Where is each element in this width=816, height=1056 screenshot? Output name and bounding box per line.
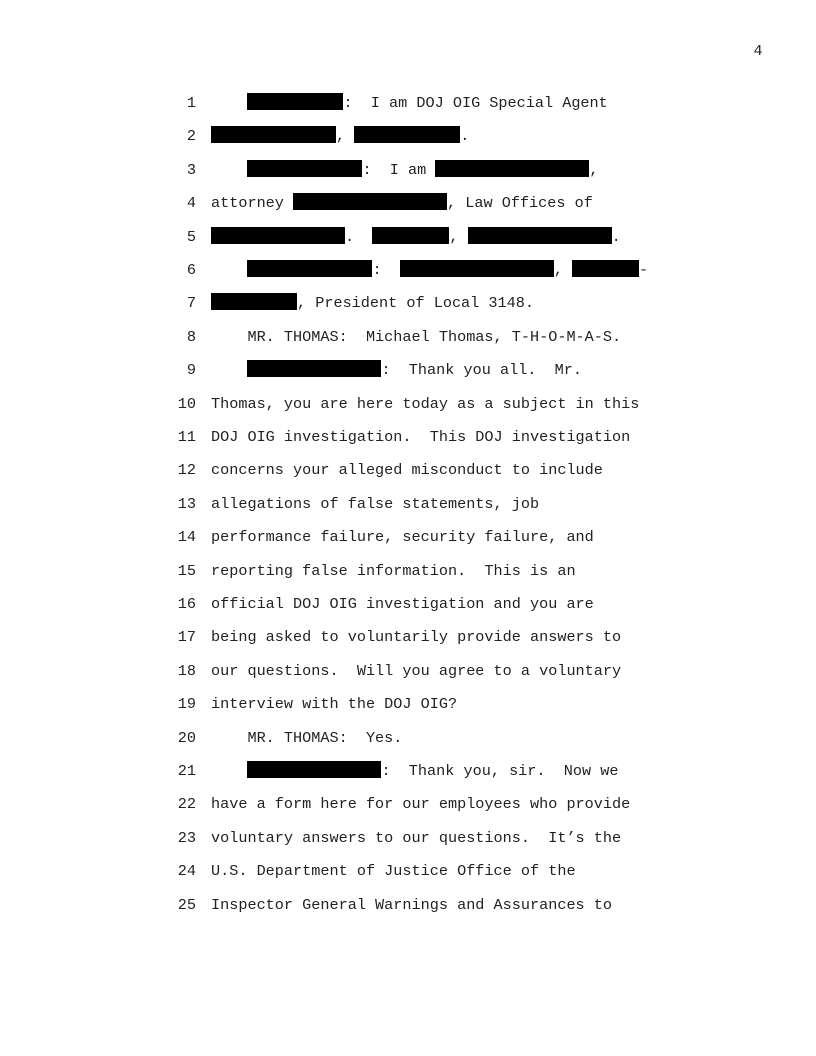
transcript-line: [0, 426, 816, 448]
line-number: 15: [177, 561, 196, 580]
line-text: [211, 626, 621, 648]
redaction-box: [211, 126, 336, 143]
redaction-box: [372, 227, 449, 244]
line-text-segment: : Thank you, sir. Now we: [381, 762, 619, 780]
line-text-segment: have a form here for our employees who provide: [211, 795, 631, 814]
transcript-line: [0, 660, 816, 682]
line-text-segment: , President of Local 3148.: [297, 294, 534, 313]
transcript-line: [0, 860, 816, 882]
line-text-segment: ,: [449, 227, 468, 246]
transcript-line: [0, 92, 816, 114]
line-text-segment: reporting false information. This is an: [211, 561, 576, 580]
line-text: [211, 259, 648, 281]
line-text: [211, 560, 576, 582]
line-text-segment: .: [460, 127, 470, 146]
transcript-line: [0, 560, 816, 582]
line-text: [211, 860, 576, 882]
line-text-segment: concerns your alleged misconduct to include: [211, 461, 603, 480]
line-text-segment: [211, 161, 247, 179]
redaction-box: [211, 227, 345, 244]
redaction-box: [468, 227, 612, 244]
line-text-segment: Inspector General Warnings and Assurances to: [211, 895, 613, 914]
line-number: 23: [177, 828, 196, 847]
redaction-box: [247, 360, 381, 377]
redaction-box: [247, 160, 362, 177]
transcript-line: [0, 459, 816, 481]
line-text-segment: interview with the DOJ OIG?: [211, 695, 458, 714]
line-number: 8: [186, 327, 196, 346]
line-number: 10: [177, 394, 196, 413]
transcript-line: [0, 693, 816, 715]
transcript-line: [0, 760, 816, 782]
line-text-segment: ,: [336, 127, 355, 146]
line-number: 9: [186, 361, 196, 380]
line-text-segment: [211, 94, 247, 112]
line-text-segment: our questions. Will you agree to a voluntary: [211, 661, 622, 680]
transcript-line: [0, 593, 816, 615]
line-text: [211, 192, 593, 214]
redaction-box: [211, 293, 297, 310]
line-text-segment: [211, 762, 247, 780]
line-text: [211, 125, 469, 147]
line-text: [211, 894, 612, 916]
line-text: [211, 593, 594, 615]
line-text-segment: [211, 261, 247, 279]
line-number: 5: [186, 227, 196, 246]
line-text-segment: -: [639, 261, 649, 279]
line-text-segment: MR. THOMAS: Yes.: [211, 728, 403, 747]
line-text: [211, 493, 539, 515]
redaction-box: [435, 160, 589, 177]
line-number: 4: [186, 194, 196, 213]
line-number: 24: [177, 862, 196, 881]
transcript-line: [0, 159, 816, 181]
transcript-line: [0, 192, 816, 214]
line-text: [211, 92, 608, 114]
redaction-box: [293, 193, 447, 210]
transcript-line: [0, 793, 816, 815]
redaction-box: [247, 260, 372, 277]
line-number: 14: [177, 528, 196, 547]
line-text-segment: :: [372, 261, 400, 279]
line-text: [211, 159, 599, 181]
line-number: 17: [177, 628, 196, 647]
line-text: [211, 526, 594, 548]
line-text-segment: MR. THOMAS: Michael Thomas, T-H-O-M-A-S.: [211, 327, 622, 346]
line-number: 3: [186, 160, 196, 179]
transcript-line: [0, 827, 816, 849]
line-text-segment: .: [611, 227, 621, 246]
line-number: 2: [186, 127, 196, 146]
line-number: 13: [177, 494, 196, 513]
transcript-line: [0, 226, 816, 248]
line-text-segment: DOJ OIG investigation. This DOJ investigation: [211, 428, 631, 446]
line-text-segment: attorney: [211, 194, 294, 213]
transcript-line: [0, 359, 816, 381]
line-number: 18: [177, 661, 196, 680]
transcript-line: [0, 526, 816, 548]
transcript-line: [0, 125, 816, 147]
line-text: [211, 393, 639, 415]
transcript-line: [0, 894, 816, 916]
line-text: [211, 459, 603, 481]
line-text: [211, 760, 618, 782]
line-number: 22: [177, 795, 196, 814]
transcript-line: [0, 393, 816, 415]
page-number: 4: [753, 43, 763, 60]
transcript-line: [0, 292, 816, 314]
line-number: 7: [186, 294, 196, 313]
line-text: [211, 226, 621, 248]
redaction-box: [354, 126, 460, 143]
line-number: 11: [177, 428, 196, 446]
transcript-line: [0, 727, 816, 749]
line-number: 16: [177, 595, 196, 613]
line-text-segment: : Thank you all. Mr.: [381, 361, 582, 380]
line-text-segment: allegations of false statements, job: [211, 494, 540, 513]
line-text-segment: .: [345, 227, 373, 246]
line-text: [211, 359, 582, 381]
redaction-box: [400, 260, 554, 277]
line-text-segment: Thomas, you are here today as a subject in this: [211, 394, 640, 413]
line-text: [211, 326, 621, 348]
line-text: [211, 827, 621, 849]
line-text-segment: voluntary answers to our questions. It’s the: [211, 828, 622, 847]
line-text: [211, 660, 621, 682]
redaction-box: [572, 260, 639, 277]
line-text-segment: : I am: [362, 160, 436, 179]
line-text-segment: official DOJ OIG investigation and you are: [211, 595, 594, 613]
transcript-line: [0, 259, 816, 281]
line-text-segment: : I am DOJ OIG Special Agent: [343, 94, 608, 112]
line-number: 6: [186, 261, 196, 279]
line-text-segment: performance failure, security failure, and: [211, 528, 594, 547]
line-text-segment: U.S. Department of Justice Office of the: [211, 862, 576, 881]
line-number: 1: [186, 94, 196, 112]
line-number: 20: [177, 728, 196, 747]
line-number: 19: [177, 695, 196, 714]
line-text: [211, 693, 457, 715]
transcript-line: [0, 493, 816, 515]
line-text: [211, 793, 630, 815]
redaction-box: [247, 93, 343, 110]
line-number: 12: [177, 461, 196, 480]
line-text-segment: ,: [589, 160, 599, 179]
line-text-segment: [211, 361, 247, 379]
line-text: [211, 292, 534, 314]
transcript-line: [0, 326, 816, 348]
line-text-segment: , Law Offices of: [447, 194, 593, 213]
redaction-box: [247, 761, 381, 778]
line-text: [211, 426, 630, 448]
line-text-segment: being asked to voluntarily provide answers to: [211, 628, 622, 647]
line-number: 25: [177, 895, 196, 914]
line-text-segment: ,: [553, 261, 573, 279]
line-number: 21: [177, 762, 196, 780]
transcript-line: [0, 626, 816, 648]
line-text: [211, 727, 402, 749]
